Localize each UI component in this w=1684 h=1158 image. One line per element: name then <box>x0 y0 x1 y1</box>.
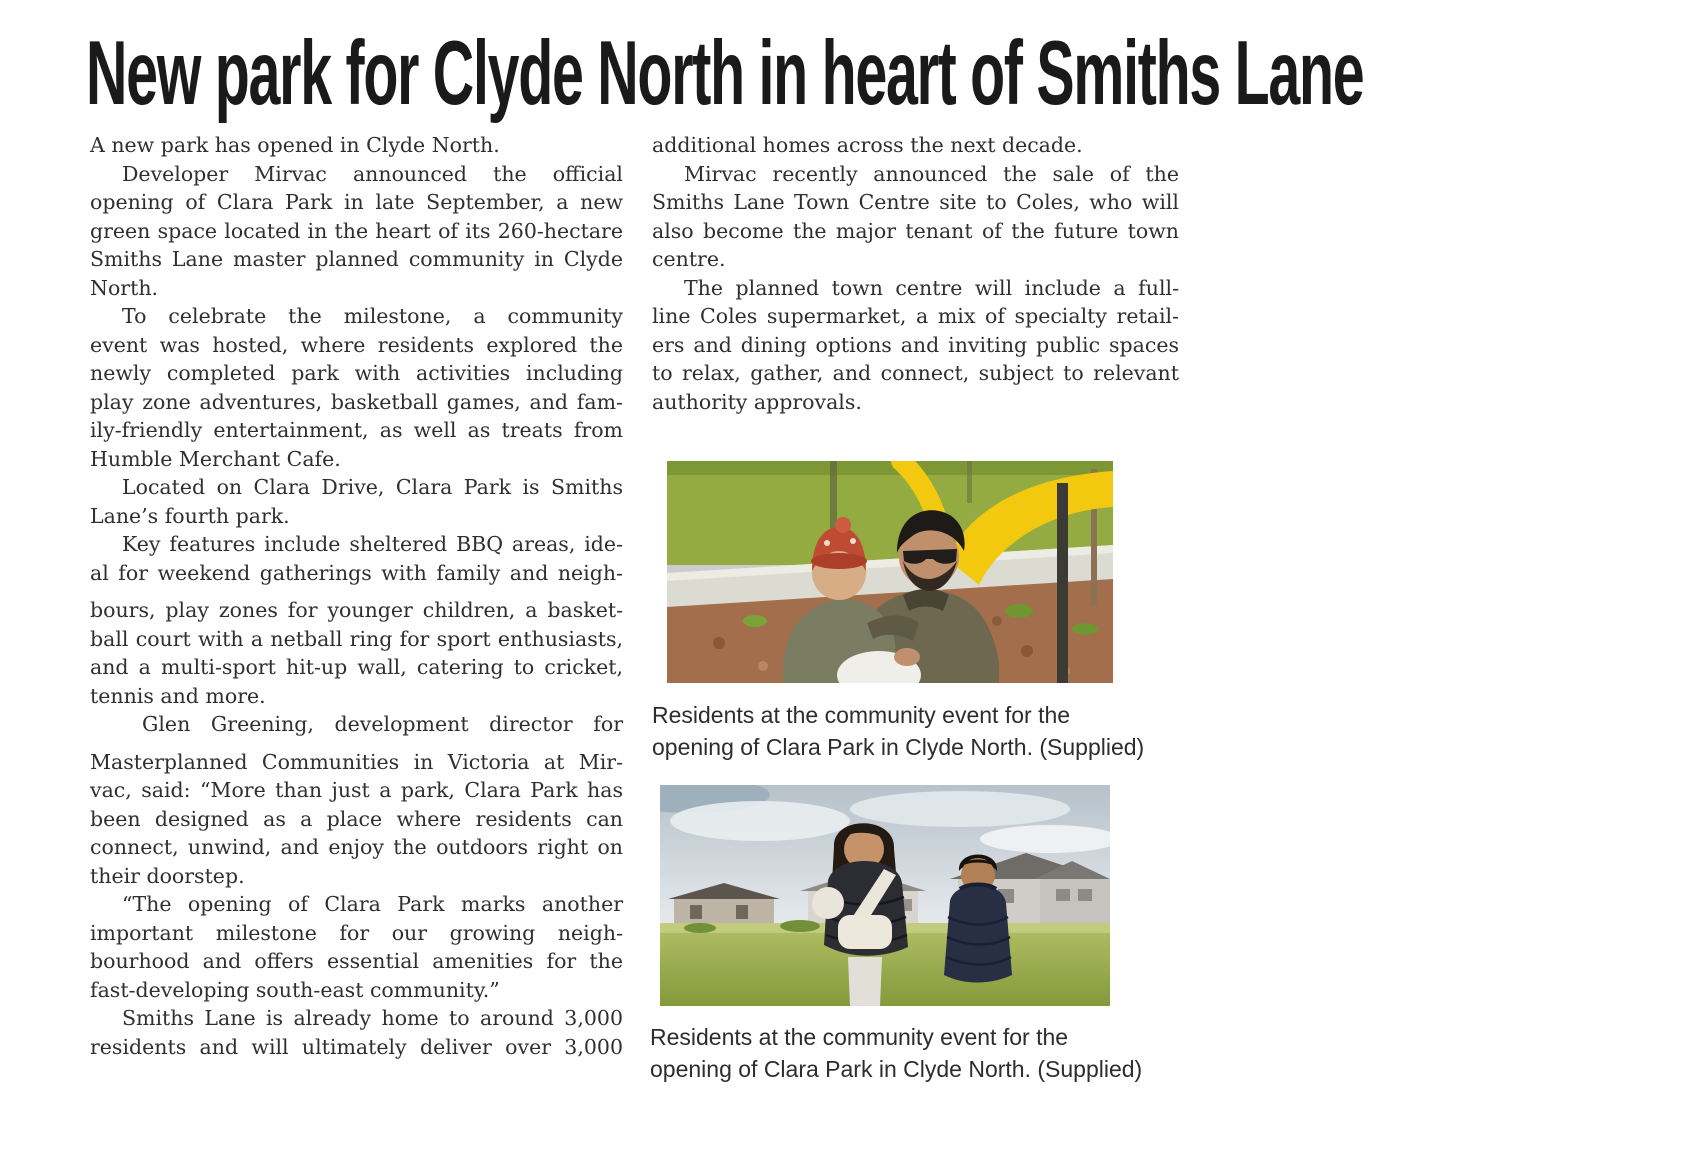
caption-line: opening of Clara Park in Clyde North. (Supplied) <box>650 1056 1143 1082</box>
text-line: Located on Clara Drive, Clara Park is Smiths <box>122 475 623 499</box>
text-line: newly completed park with activities including <box>90 361 623 385</box>
text-line: to relax, gather, and connect, subject to relevant <box>652 361 1179 385</box>
text-line: also become the major tenant of the future town <box>652 218 1179 243</box>
text-line: been designed as a place where residents can <box>90 806 623 831</box>
text-line: Mirvac recently announced the sale of the <box>684 161 1179 186</box>
text-line: Masterplanned Communities in Victoria at Mir- <box>90 749 623 774</box>
article-column-right <box>652 131 1179 416</box>
text-line: play zone adventures, basketball games, and fam- <box>90 389 623 414</box>
text-line: additional homes across the next decade. <box>652 133 1083 157</box>
text-line: bours, play zones for younger children, a basket- <box>90 598 623 622</box>
article-headline: New park for Clyde North in heart of Smiths Lane <box>86 23 1364 124</box>
text-line: fast-developing south-east community.” <box>90 977 500 1002</box>
text-line: Smiths Lane is already home to around 3,000 <box>122 1006 623 1030</box>
text-line: line Coles supermarket, a mix of specialty retail- <box>652 304 1179 328</box>
photo-2-illustration <box>660 785 1110 1006</box>
text-line: centre. <box>652 247 726 271</box>
text-line: Developer Mirvac announced the official <box>122 161 623 186</box>
article-photo-2 <box>660 785 1110 1006</box>
text-line: al for weekend gatherings with family and neigh- <box>90 560 623 585</box>
text-line: The planned town centre will include a full- <box>684 275 1179 300</box>
text-line: To celebrate the milestone, a community <box>122 304 623 328</box>
caption-line: opening of Clara Park in Clyde North. (Supplied) <box>652 734 1145 760</box>
text-line: A new park has opened in Clyde North. <box>90 133 500 157</box>
caption-line: Residents at the community event for the <box>650 1024 1069 1050</box>
photo-1-caption <box>652 699 1172 763</box>
text-line: Smiths Lane Town Centre site to Coles, who will <box>652 190 1179 214</box>
article-photo-1 <box>667 461 1113 683</box>
text-line: their doorstep. <box>90 863 245 888</box>
text-line: Humble Merchant Cafe. <box>90 446 341 471</box>
text-line: important milestone for our growing neigh- <box>90 920 623 945</box>
text-line: North. <box>90 275 159 300</box>
text-line: “The opening of Clara Park marks another <box>122 892 623 916</box>
caption-line: Residents at the community event for the <box>652 702 1071 728</box>
text-line: residents and will ultimately deliver over 3,000 <box>90 1034 623 1059</box>
text-line: vac, said: “More than just a park, Clara Park has <box>90 778 623 802</box>
text-line: tennis and more. <box>90 683 266 708</box>
text-line: Smiths Lane master planned community in Clyde <box>90 247 623 271</box>
text-line: Glen Greening, development director for <box>142 712 623 736</box>
photo-2-caption <box>650 1021 1170 1085</box>
text-line: and a multi-sport hit-up wall, catering to cricket, <box>90 655 623 679</box>
text-line: authority approvals. <box>652 389 862 414</box>
text-line: ily-friendly entertainment, as well as treats from <box>90 418 623 442</box>
text-line: connect, unwind, and enjoy the outdoors right on <box>90 835 623 859</box>
article-column-left <box>90 131 623 1061</box>
text-line: opening of Clara Park in late September, a new <box>90 190 623 214</box>
text-line: event was hosted, where residents explored the <box>90 332 623 357</box>
photo-1-illustration <box>667 461 1113 683</box>
text-line: ers and dining options and inviting public spaces <box>652 332 1179 357</box>
text-line: Lane’s fourth park. <box>90 503 290 528</box>
text-line: bourhood and offers essential amenities for the <box>90 949 623 973</box>
text-line: Key features include sheltered BBQ areas, ide- <box>122 532 623 556</box>
text-line: ball court with a netball ring for sport enthusiasts, <box>90 626 623 651</box>
text-line: green space located in the heart of its 260-hectare <box>90 218 623 243</box>
